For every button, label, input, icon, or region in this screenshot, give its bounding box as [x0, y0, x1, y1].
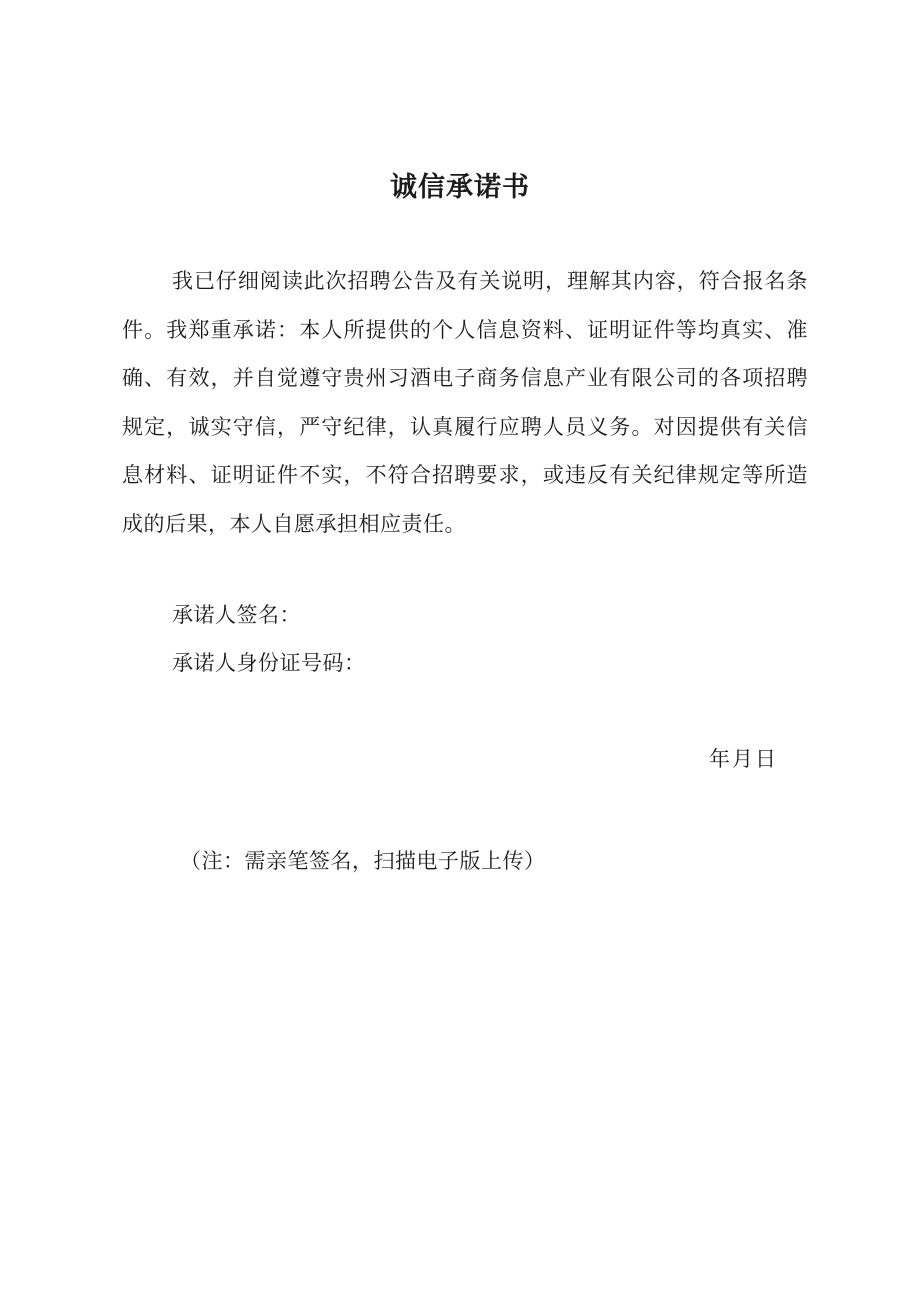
document-title: 诚信承诺书 [390, 172, 530, 203]
commitment-paragraph: 我已仔细阅读此次招聘公告及有关说明，理解其内容，符合报名条件。我郑重承诺：本人所提供的个人信息资料、证明证件等均真实、准确、有效，并自觉遵守贵州习酒电子商务信息产业有限公司的各项招聘规定，诚实守信，严守纪律，认真履行应聘人员义务。对因提供有关信息材料、证明证件不实，不符合招聘要求，或违反有关纪律规定等所造成的后果，本人自愿承担相应责任。 [122, 269, 808, 536]
signature-note: （注：需亲笔签名，扫描电子版上传） [180, 849, 546, 873]
signature-label: 承诺人签名： [172, 603, 301, 627]
date-label: 年月日 [709, 747, 778, 771]
id-number-label: 承诺人身份证号码： [172, 651, 366, 675]
